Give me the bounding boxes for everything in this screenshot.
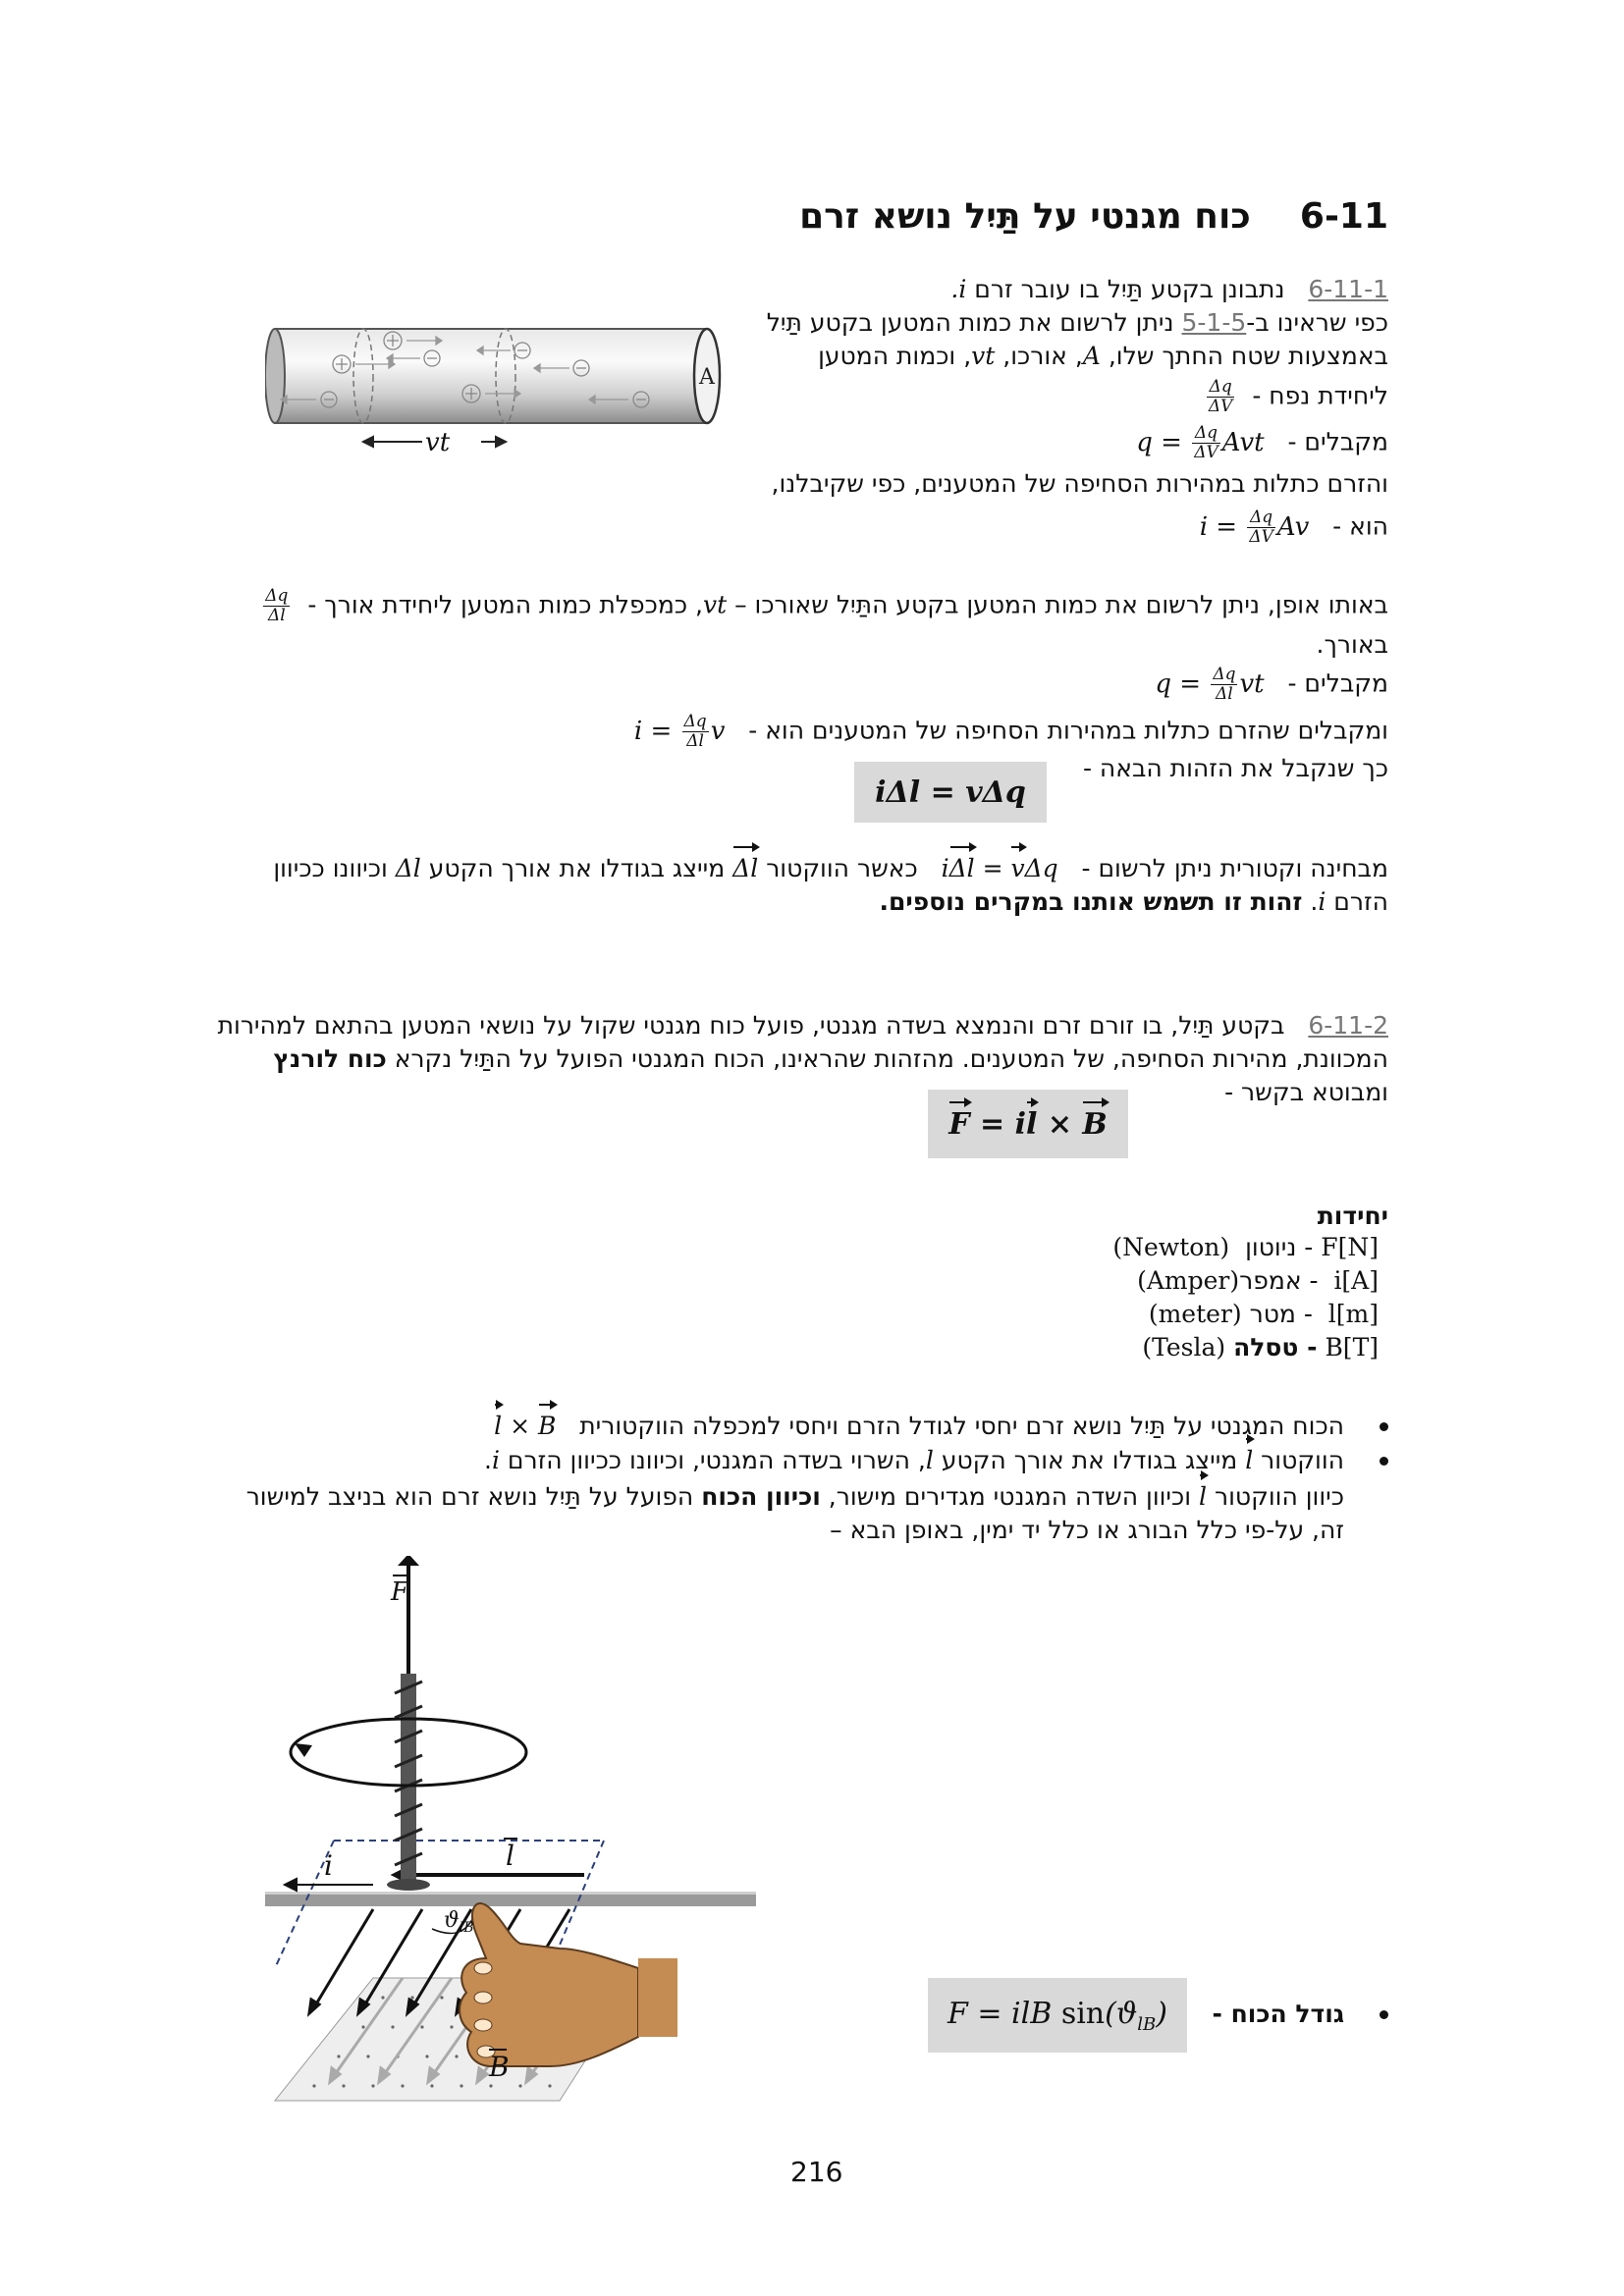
length-vector-label: l bbox=[506, 1840, 514, 1872]
current-label: i bbox=[324, 1849, 333, 1882]
wire-segment-figure bbox=[265, 319, 727, 466]
s1-para2-line4: ומקבלים שהזרם כתלות במהירות הסחיפה של המטענים הוא - i = $\frac{\Delta q}{\Delta l}$ v bbox=[633, 712, 1388, 751]
s1-line5: מקבלים - q = $\frac{\Delta q}{\Delta V}$ Avt bbox=[1136, 423, 1388, 462]
unit-row-current: i[A] - אמפר(Amper) bbox=[1137, 1266, 1379, 1295]
ref-5-1-5[interactable]: 5-1-5 bbox=[1181, 308, 1247, 337]
s1-line4: ליחידת נפח - $\frac{\Delta q}{\Delta V}$ bbox=[1208, 377, 1388, 416]
unit-row-field: B[T] - טסלה (Tesla) bbox=[1142, 1333, 1379, 1362]
angle-label: $ϑ_{lB}$ bbox=[444, 1908, 474, 1936]
title-number: 6-11 bbox=[1299, 196, 1388, 237]
direction-para-line2: זה, על-פי כלל הבורג או כלל יד ימין, באופן הבא – bbox=[830, 1516, 1344, 1544]
s1-para2-line1: באותו אופן, ניתן לרשום את כמות המטען בקטע התַּיִל שאורכו – vt, כמכפלת כמות המטען ליחידת אורך - $\frac{\Delta q}{\Delta l}$ bbox=[265, 586, 1388, 625]
s1-para2-line5: כך שנקבל את הזהות הבאה - bbox=[1082, 754, 1388, 782]
bullet-3: גודל הכוח - bbox=[1212, 2000, 1344, 2028]
direction-para-line1: כיוון הווקטור l וכיוון השדה המגנטי מגדירים מישור, וכיוון הכוח הפועל על תַּיִל נושא זרם הוא בניצב למישור bbox=[246, 1480, 1344, 1514]
s1-para2-line2: באורך. bbox=[1316, 630, 1388, 659]
bullet-1: הכוח המגנטי על תַּיִל נושא זרם יחסי לגודל הזרם ויחסי למכפלה הווקטורית l × B bbox=[494, 1410, 1344, 1443]
s1-line7: הוא - i = $\frac{\Delta q}{\Delta V}$ Av bbox=[1199, 507, 1388, 547]
unit-row-length: l[m] - מטר (meter) bbox=[1148, 1300, 1379, 1328]
lorentz-force-box: F = il × B bbox=[928, 1090, 1128, 1158]
s2-line3: ומבוטא בקשר - bbox=[1224, 1078, 1388, 1106]
s1-para3-line1: מבחינה וקטורית ניתן לרשום - iΔl = vΔq כאשר הווקטור Δl מייצג בגודלו את אורך הקטע Δl וכיוונו ככיוון bbox=[273, 852, 1388, 885]
bullet-dot bbox=[1380, 1422, 1388, 1431]
units-heading: יחידות bbox=[1317, 1201, 1388, 1230]
right-hand-rule-figure bbox=[265, 1556, 756, 2106]
bullet-dot bbox=[1380, 1457, 1388, 1466]
s1-ref[interactable]: 6-11-1 bbox=[1308, 275, 1388, 303]
s1-line6: והזרם כתלות במהירות הסחיפה של המטענים, כפי שקיבלנו, bbox=[771, 469, 1388, 498]
identity-box: iΔl = vΔq bbox=[854, 762, 1047, 823]
s2-ref[interactable]: 6-11-2 bbox=[1308, 1011, 1388, 1040]
s1-line3: באמצעות שטח החתך שלו, A, אורכו, vt, וכמות המטען bbox=[818, 342, 1388, 370]
s1-para2-line3: מקבלים - q = $\frac{\Delta q}{\Delta l}$ vt bbox=[1155, 665, 1388, 704]
page-number: 216 bbox=[790, 2156, 843, 2188]
unit-row-force: F[N] - ניוטון (Newton) bbox=[1112, 1233, 1379, 1261]
s1-para3-line2: הזרם i. זהות זו תשמש אותנו במקרים נוספים. bbox=[879, 887, 1388, 916]
s1-line2: כפי שראינו ב-5-1-5 ניתן לרשום את כמות המטען בקטע תַּיִל bbox=[766, 308, 1388, 337]
area-label: A bbox=[699, 365, 715, 390]
s1-line1: 6-11-1 נתבונן בקטע תַּיִל בו עובר זרם i. bbox=[950, 275, 1388, 303]
bullet-dot bbox=[1380, 2010, 1388, 2019]
force-label: F bbox=[391, 1577, 409, 1607]
length-label: vt bbox=[425, 428, 451, 457]
page-title bbox=[799, 196, 1388, 237]
s2-line2: המכוונת, מהירות הסחיפה, של המטענים. מהזהות שהראינו, הכוח המגנטי הפועל על התַּיִל נקרא כוח לורנץ bbox=[273, 1044, 1388, 1073]
bullet-2: הווקטור l מייצג בגודלו את אורך הקטע l, השרוי בשדה המגנטי, וכיוונו ככיוון הזרם i. bbox=[484, 1444, 1344, 1477]
field-label: B bbox=[489, 2051, 510, 2083]
force-magnitude-box: F = ilB $\sin(ϑ_{lB})$ bbox=[928, 1978, 1187, 2053]
title-text: כוח מגנטי על תַּיִל נושא זרם bbox=[799, 196, 1251, 237]
s2-line1: 6-11-2 בקטע תַּיִל, בו זורם זרם והנמצא בשדה מגנטי, פועל כוח מגנטי שקול על נושאי המטען בהתאם למהירות bbox=[217, 1011, 1388, 1040]
